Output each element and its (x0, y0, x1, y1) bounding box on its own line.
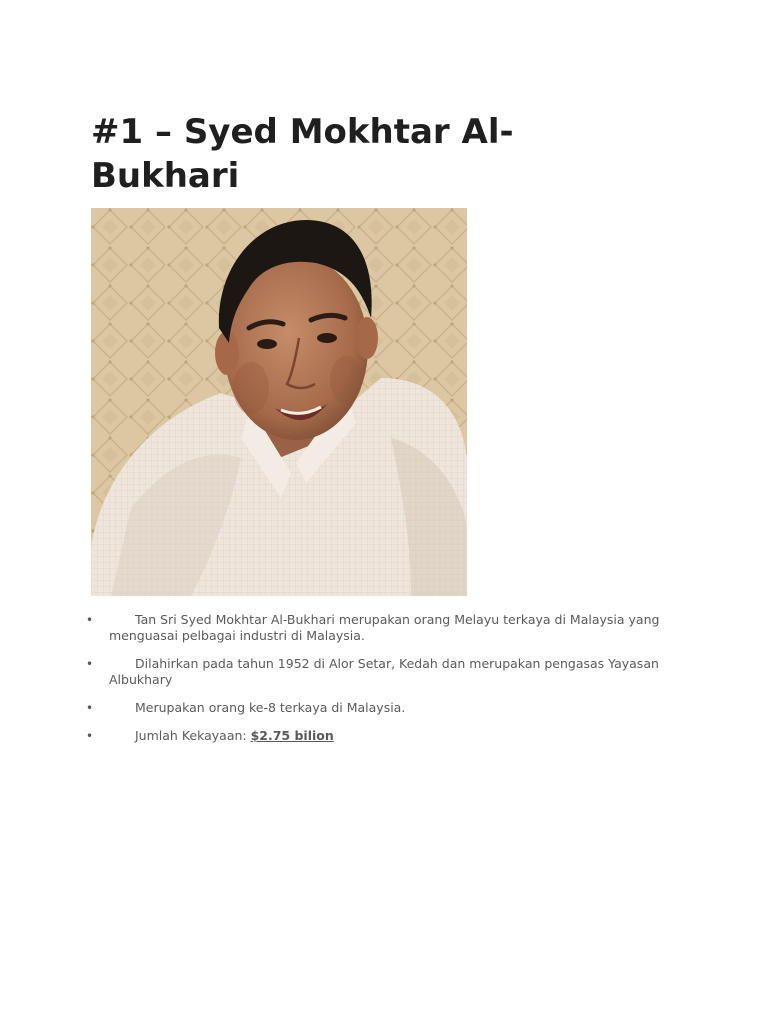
fact-text: Merupakan orang ke-8 terkaya di Malaysia. (135, 700, 406, 715)
bullet-icon: • (86, 657, 94, 671)
fact-text: Dilahirkan pada tahun 1952 di Alor Setar, Kedah dan merupakan pengasas Yayasan Albukhary (109, 656, 659, 687)
bullet-icon: • (86, 613, 94, 627)
list-item (86, 700, 686, 716)
bullet-icon: • (86, 701, 94, 715)
wealth-label: Jumlah Kekayaan: (135, 728, 251, 743)
wealth-value-link[interactable]: $2.75 bilion (250, 728, 334, 743)
bullet-icon: • (86, 729, 94, 743)
fact-text: Tan Sri Syed Mokhtar Al-Bukhari merupakan orang Melayu terkaya di Malaysia yang menguasai pelbagai industri di Malaysia. (109, 612, 660, 643)
list-item (86, 728, 686, 744)
portrait-photo (91, 208, 467, 596)
page-title: #1 – Syed Mokhtar Al-Bukhari (91, 112, 514, 196)
list-item (86, 656, 686, 688)
list-item (86, 612, 686, 644)
facts-list (86, 612, 686, 756)
